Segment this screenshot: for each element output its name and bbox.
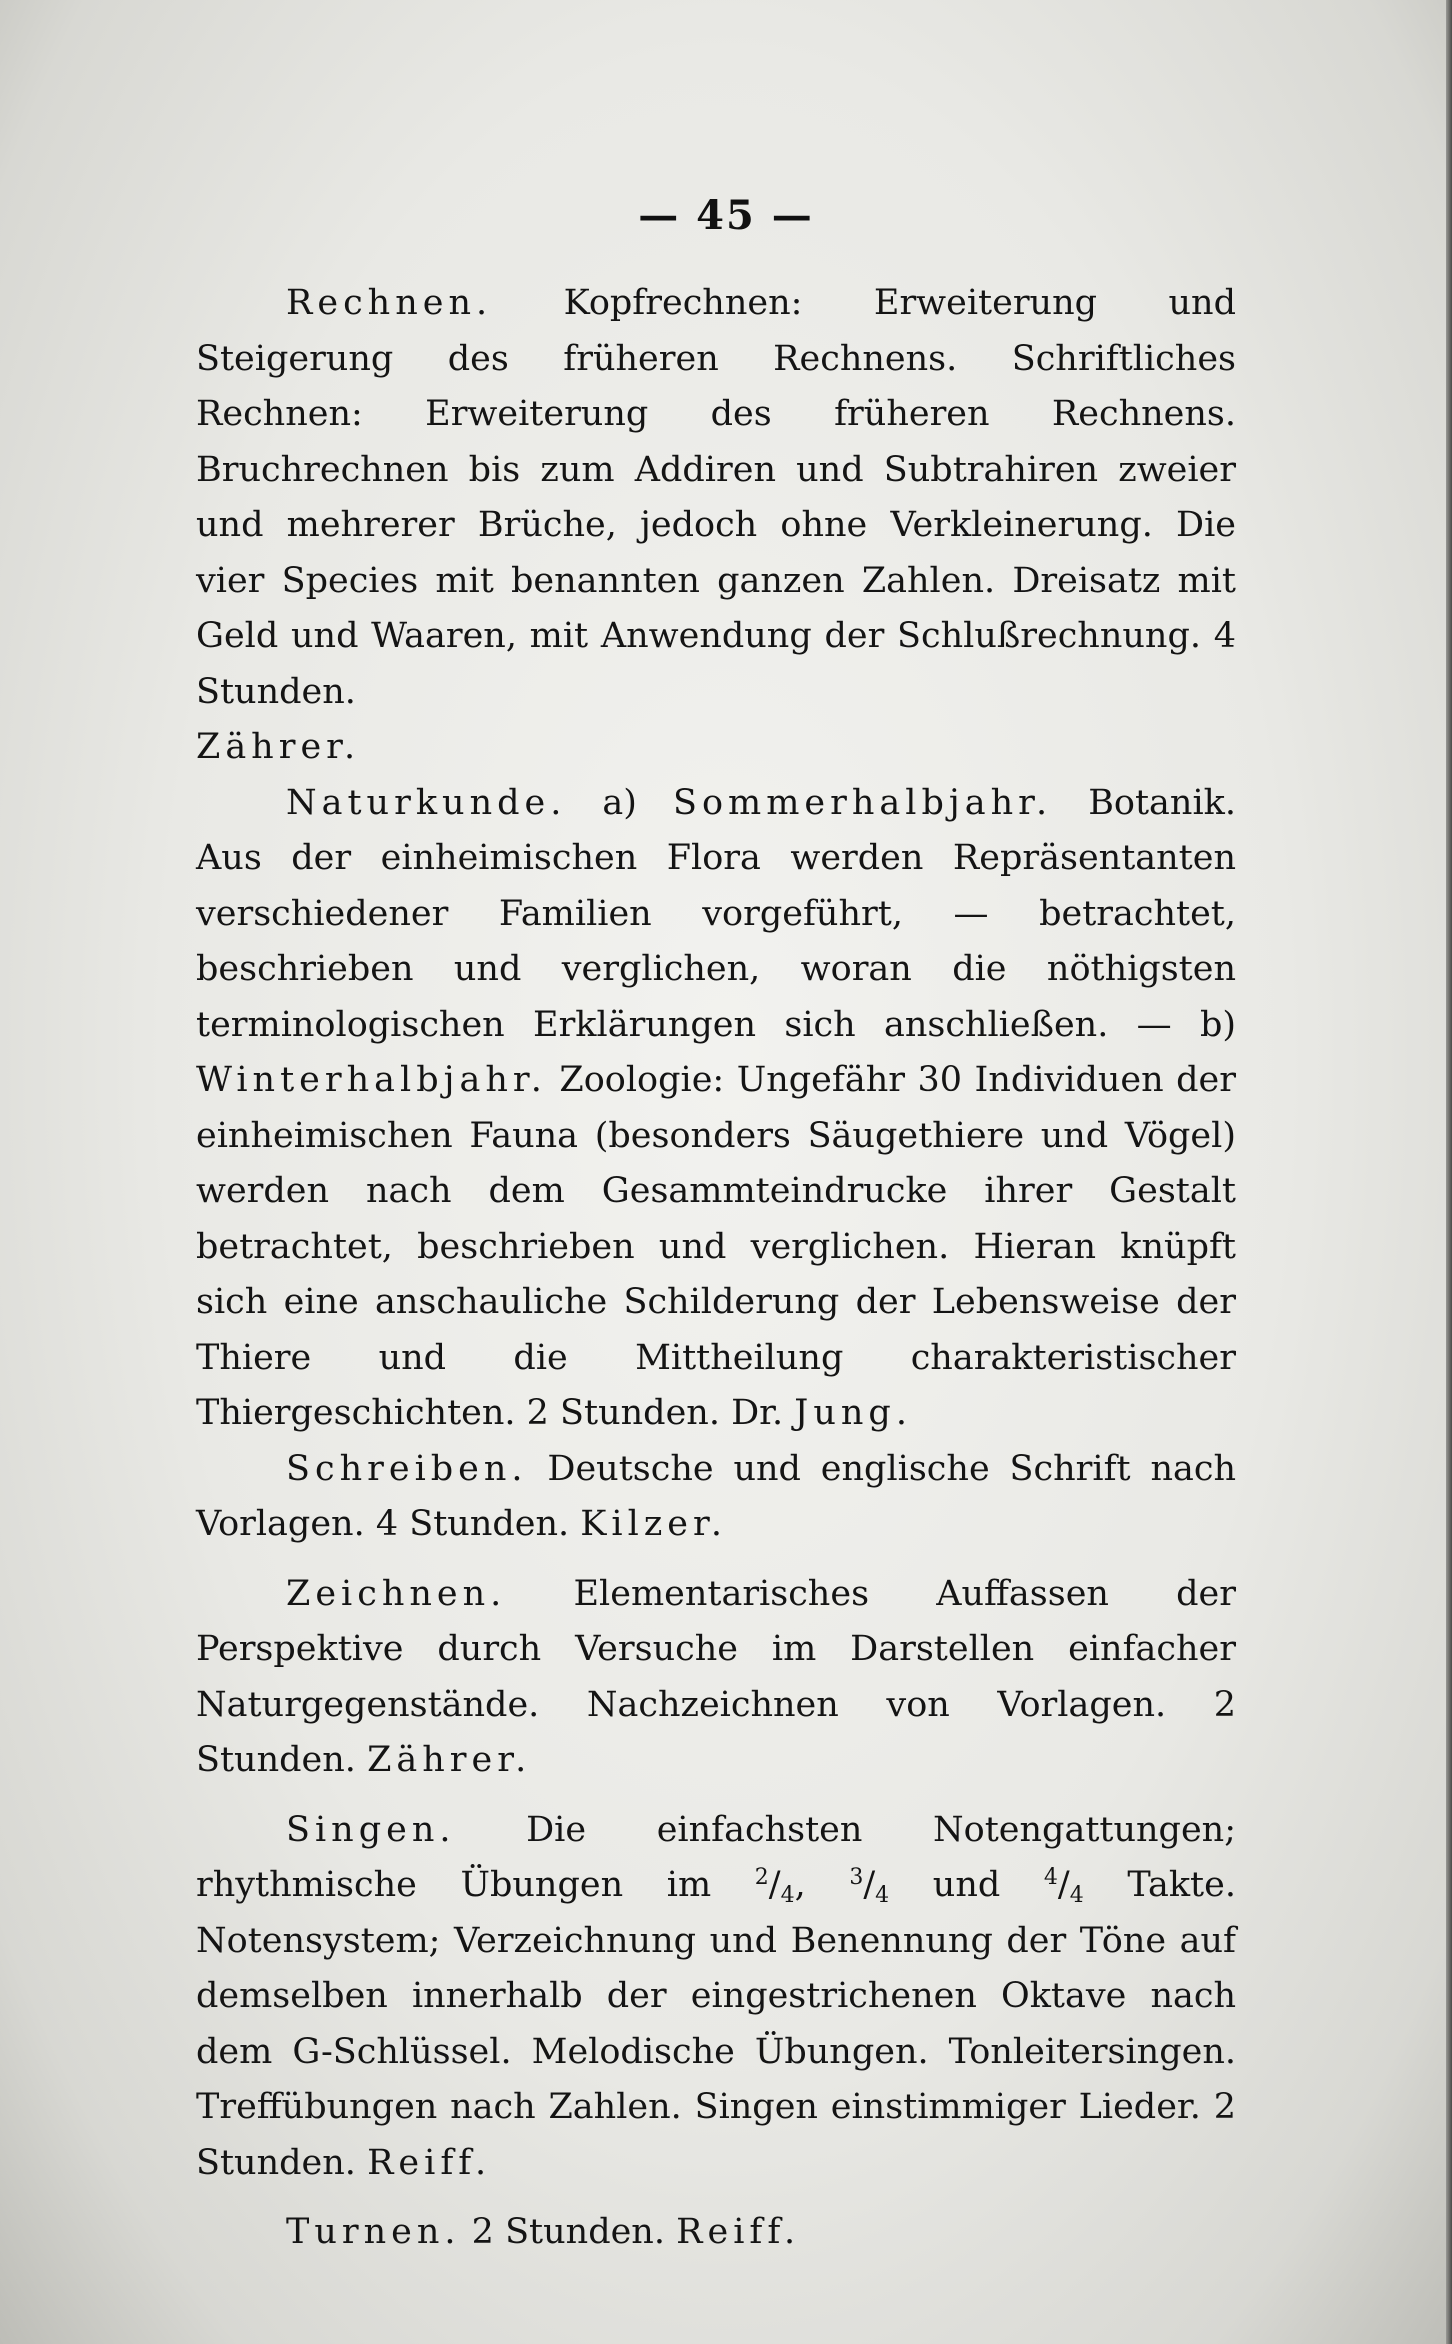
fraction-3-denominator: 4	[1069, 1883, 1084, 1908]
naturkunde-part-b-text: Zoologie: Ungefähr 30 Individuen der einheimischen Fauna (besonders Säugethiere und Vögel) werden nach dem Gesammteindrucke ihrer Gestalt betrachtet, beschrieben und verglichen. Hieran knüpft sich eine anschauliche Schilderung der Lebensweise der Thiere und die Mittheilung charakteristischer Thiergeschichten. 2 Stunden. Dr.	[196, 1060, 1236, 1433]
heading-naturkunde: Naturkunde.	[286, 782, 567, 823]
teacher-schreiben: Kilzer.	[580, 1504, 727, 1544]
teacher-turnen: Reiff.	[676, 2212, 801, 2252]
body-zeichnen: Elementarisches Auffassen der Perspektive durch Versuche im Darstellen einfacher Naturgegenstände. Nachzeichnen von Vorlagen. 2 Stunden.	[196, 1573, 1236, 1780]
fraction-separator-2: und	[889, 1865, 1044, 1905]
body-singen-part-1: Die einfachsten Notengattungen; rhythmische Übungen im	[196, 1809, 1236, 1905]
teacher-rechnen: Zährer.	[196, 727, 361, 767]
teacher-naturkunde: Jung.	[794, 1393, 912, 1433]
page-edge-shadow	[1446, 0, 1452, 2344]
fraction-separator-1: ,	[794, 1865, 850, 1905]
naturkunde-part-a-heading: Sommerhalbjahr.	[673, 782, 1053, 823]
body-singen-part-2: Takte. Notensystem; Verzeichnung und Benennung der Töne auf demselben innerhalb der eingestrichenen Oktave nach dem G-Schlüssel. Melodische Übungen. Tonleitersingen. Treffübungen nach Zahlen. Singen einstimmiger Lieder. 2 Stunden.	[196, 1865, 1236, 2183]
fraction-3-numerator: 4	[1043, 1865, 1058, 1890]
heading-rechnen: Rechnen.	[286, 283, 493, 323]
body-turnen: 2 Stunden.	[460, 2212, 665, 2252]
teacher-singen: Reiff.	[367, 2142, 492, 2183]
heading-singen: Singen.	[286, 1809, 456, 1850]
body-schreiben: Deutsche und englische Schrift nach Vorlagen. 4 Stunden.	[196, 1448, 1236, 1544]
fraction-1-numerator: 2	[754, 1865, 769, 1890]
paragraph-singen: Singen. Die einfachsten Notengattungen; rhythmische Übungen im $^2/_4$, $^3/_4$ und $^4/_4$ Takte. Notensystem; Verzeichnung und Benennung der Töne auf demselben innerhalb der eingestrichenen Oktave nach dem G-Schlüssel. Melodische Übungen. Tonleitersingen. Treffübungen nach Zahlen. Singen einstimmiger Lieder. 2 Stunden. Reiff.	[196, 1809, 1236, 2183]
paragraph-schreiben	[196, 1442, 1236, 1553]
paragraph-zeichnen	[196, 1567, 1236, 1789]
naturkunde-part-a-text: Botanik. Aus der einheimischen Flora werden Repräsentanten verschiedener Familien vorgeführt, — betrachtet, beschrieben und verglichen, woran die nöthigsten terminologischen Erklärungen sich anschließen. —	[196, 782, 1236, 1045]
fraction-2-denominator: 4	[875, 1883, 890, 1908]
heading-zeichnen: Zeichnen.	[286, 1573, 507, 1614]
heading-turnen: Turnen.	[286, 2212, 461, 2252]
naturkunde-part-a-label: a)	[566, 782, 673, 823]
paragraph-naturkunde	[196, 776, 1236, 1442]
body-rechnen: Kopfrechnen: Erweiterung und Steigerung des früheren Rechnens. Schriftliches Rechnen: Erweiterung des früheren Rechnens. Bruchrechnen bis zum Addiren und Subtrahiren zweier und mehrerer Brüche, jedoch ohne Verkleinerung. Die vier Species mit benannten ganzen Zahlen. Dreisatz mit Geld und Waaren, mit Anwendung der Schlußrechnung. 4 Stunden.	[196, 283, 1236, 712]
page-body	[196, 276, 1236, 2261]
naturkunde-part-b-heading: Winterhalbjahr.	[196, 1060, 547, 1100]
heading-schreiben: Schreiben.	[286, 1448, 528, 1489]
fraction-1-denominator: 4	[780, 1883, 795, 1908]
naturkunde-part-b-label: b)	[1199, 1004, 1236, 1045]
paragraph-rechnen	[196, 276, 1236, 776]
fraction-2-numerator: 3	[849, 1865, 864, 1890]
paragraph-turnen	[196, 2205, 1236, 2261]
teacher-zeichnen: Zährer.	[367, 1740, 532, 1780]
page-number: — 45 —	[638, 192, 814, 239]
